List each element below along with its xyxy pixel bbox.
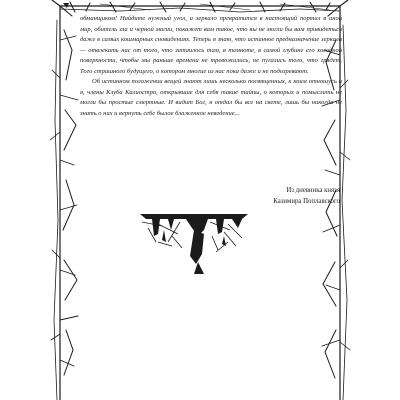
signature — [220, 186, 340, 207]
cracked-mirror-illustration — [138, 212, 250, 274]
signature-line: Из дневника князя — [286, 187, 340, 194]
paragraph: обманщиком! Найдите нужный угол, и зеркало превратится в настоящий портал в иной мир, обитель зла и черной магии, покажет вам такое, что вы не могли бы вам привидеться даже в самых кошмарных сновидениях. Теперь я знаю, что истинное предназначение зеркала — отвлекать нас от того, что затаилось там, в темноте, в самой глубине его холодной поверхности, чтобы мы раньше времени не тревожились, не пугались того, что грядет. Того страшного будущего, о котором многие из нас пока даже и не подозревают. — [80, 15, 342, 75]
signature-line: Казимира Поплавского — [273, 197, 340, 205]
paragraph: Об истинном положении вещей знают лишь несколько посвященных, к коим отношусь и я, члены Клуба Калиостро, открывшие для себя такие тайны, о которых и помыслить не могли бы простые смертные. И видит Бог, я отдал бы все на свете, лишь бы никогда не знать о них и вернуть себе былое блаженное неведение... — [80, 78, 342, 117]
body-text — [80, 14, 342, 119]
